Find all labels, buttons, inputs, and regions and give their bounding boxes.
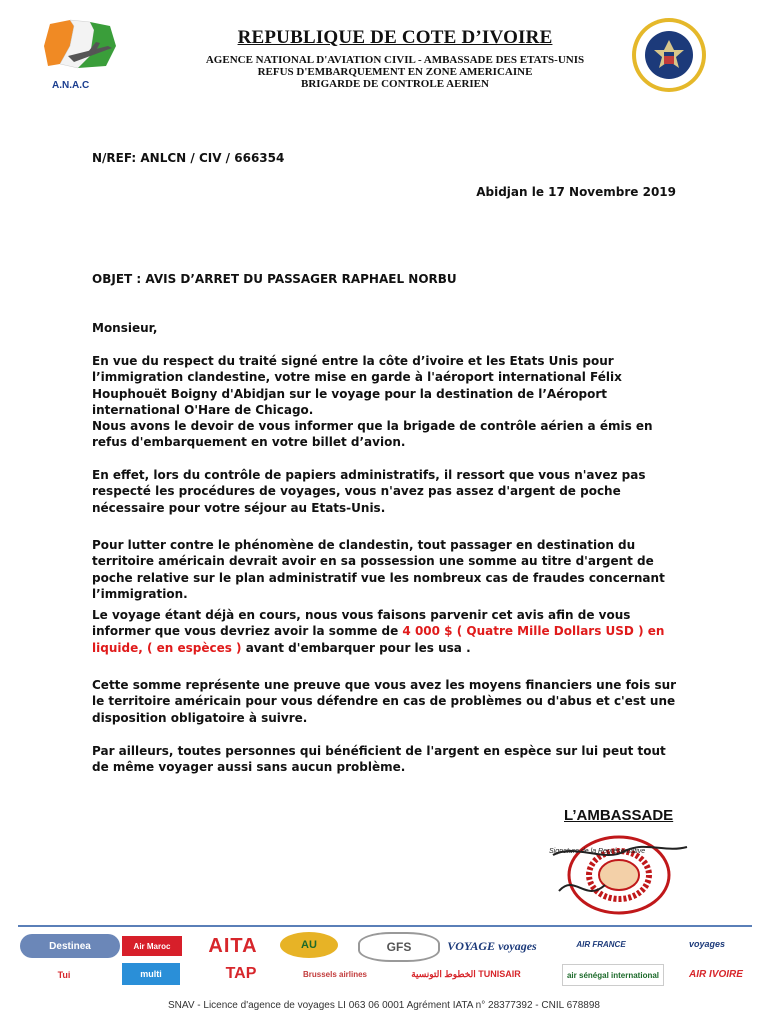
- paragraph-5-text: Le voyage étant déjà en cours, nous vous faisons parvenir cet avis afin de vous informer que vous devriez avoir la somme de: [92, 608, 631, 639]
- reference-number: N/REF: ANLCN / CIV / 666354: [92, 151, 285, 165]
- footer-divider: [18, 925, 752, 927]
- header-line-1: AGENCE NATIONAL D'AVIATION CIVIL - AMBASSADE DES ETATS-UNIS: [205, 54, 585, 66]
- partner-logo-voyage: VOYAGE voyages: [447, 938, 537, 953]
- anac-logo-text: A.N.A.C: [52, 80, 90, 91]
- partner-logo-air-france: AIR FRANCE: [576, 939, 626, 949]
- page-title: REPUBLIQUE DE COTE D’IVOIRE: [237, 27, 553, 48]
- partner-logo-brussels: Brussels airlines: [302, 969, 368, 979]
- subject-line: OBJET : AVIS D’ARRET DU PASSAGER RAPHAEL NORBU: [92, 272, 457, 286]
- signature-title: L’AMBASSADE: [564, 807, 674, 824]
- stamp-text: Signature de la Représentative: [549, 848, 646, 855]
- anac-logo: [40, 16, 124, 96]
- date-line: Abidjan le 17 Novembre 2019: [476, 185, 676, 199]
- header-line-3: BRIGARDE DE CONTROLE AERIEN: [301, 78, 489, 90]
- paragraph-5-end: avant d'embarquer pour les usa .: [241, 640, 471, 655]
- partner-logo-aita: AITA: [208, 934, 258, 957]
- paragraph-6: Cette somme représente une preuve que vous avez les moyens financiers une fois sur le territoire américain pour vous défendre en cas de problèmes ou d'abus et c'est une disposition obligatoire à suivre.: [92, 678, 677, 725]
- paragraph-2: Nous avons le devoir de vous informer que la brigade de contrôle aérien a émis en refus d'embarquement en votre billet d’avion.: [92, 419, 653, 450]
- partner-logo-tap: TAP: [225, 965, 257, 982]
- partner-logo-gfs: GFS: [358, 932, 440, 962]
- paragraph-3: En effet, lors du contrôle de papiers administratifs, il ressort que vous n'avez pas respecté les procédures de voyages, vous n'avez pas assez d'argent de poche nécessaire pour votre séjour au Etats-Unis.: [92, 468, 646, 515]
- partner-logo-tunisair: الخطوط التونسية TUNISAIR: [411, 968, 521, 979]
- partner-logo-air-maroc: Air Maroc: [122, 936, 182, 956]
- partner-logo-voyages-plane: voyages: [688, 939, 726, 949]
- partner-logo-destinea: Destinea: [20, 934, 120, 958]
- paragraph-4: Pour lutter contre le phénomène de clandestin, tout passager en destination du territoire américain devrait avoir en sa possession une somme au titre d'argent de poche relative sur le plan administratif vue les nombreux cas de fraudes concernant l’immigration.: [92, 538, 665, 602]
- partner-logo-multi: multi: [122, 963, 180, 985]
- paragraph-1: En vue du respect du traité signé entre la côte d’ivoire et les Etats Unis pour l’immigration clandestine, votre mise en garde à l'aéroport international Félix Houphouët Boigny d'Abidjan sur le voyage pour la destination de l’Aéroport international O'Hare de Chicago.: [92, 354, 622, 418]
- partner-logo-air-senegal: air sénégal international: [562, 964, 664, 986]
- partner-logo-air-ivoire: AIR IVOIRE: [689, 968, 743, 980]
- partner-logo-au: AU: [280, 932, 338, 958]
- embassy-seal-icon: [630, 16, 708, 94]
- salutation: Monsieur,: [92, 321, 158, 335]
- header-line-2: REFUS D'EMBARQUEMENT EN ZONE AMERICAINE: [257, 66, 533, 78]
- paragraph-5: [92, 607, 682, 656]
- licence-footer: SNAV - Licence d'agence de voyages LI 063 06 0001 Agrément IATA n° 28377392 - CNIL 678898: [168, 1000, 600, 1011]
- paragraph-7: Par ailleurs, toutes personnes qui bénéficient de l'argent en espèce sur lui peut tout de même voyager aussi sans aucun problème.: [92, 744, 666, 775]
- official-stamp: [545, 833, 693, 917]
- amount-highlight: 4 000 $ ( Quatre Mille Dollars USD ) en liquide, ( en espèces ): [92, 624, 665, 655]
- partner-logo-tui: Tui: [57, 970, 71, 980]
